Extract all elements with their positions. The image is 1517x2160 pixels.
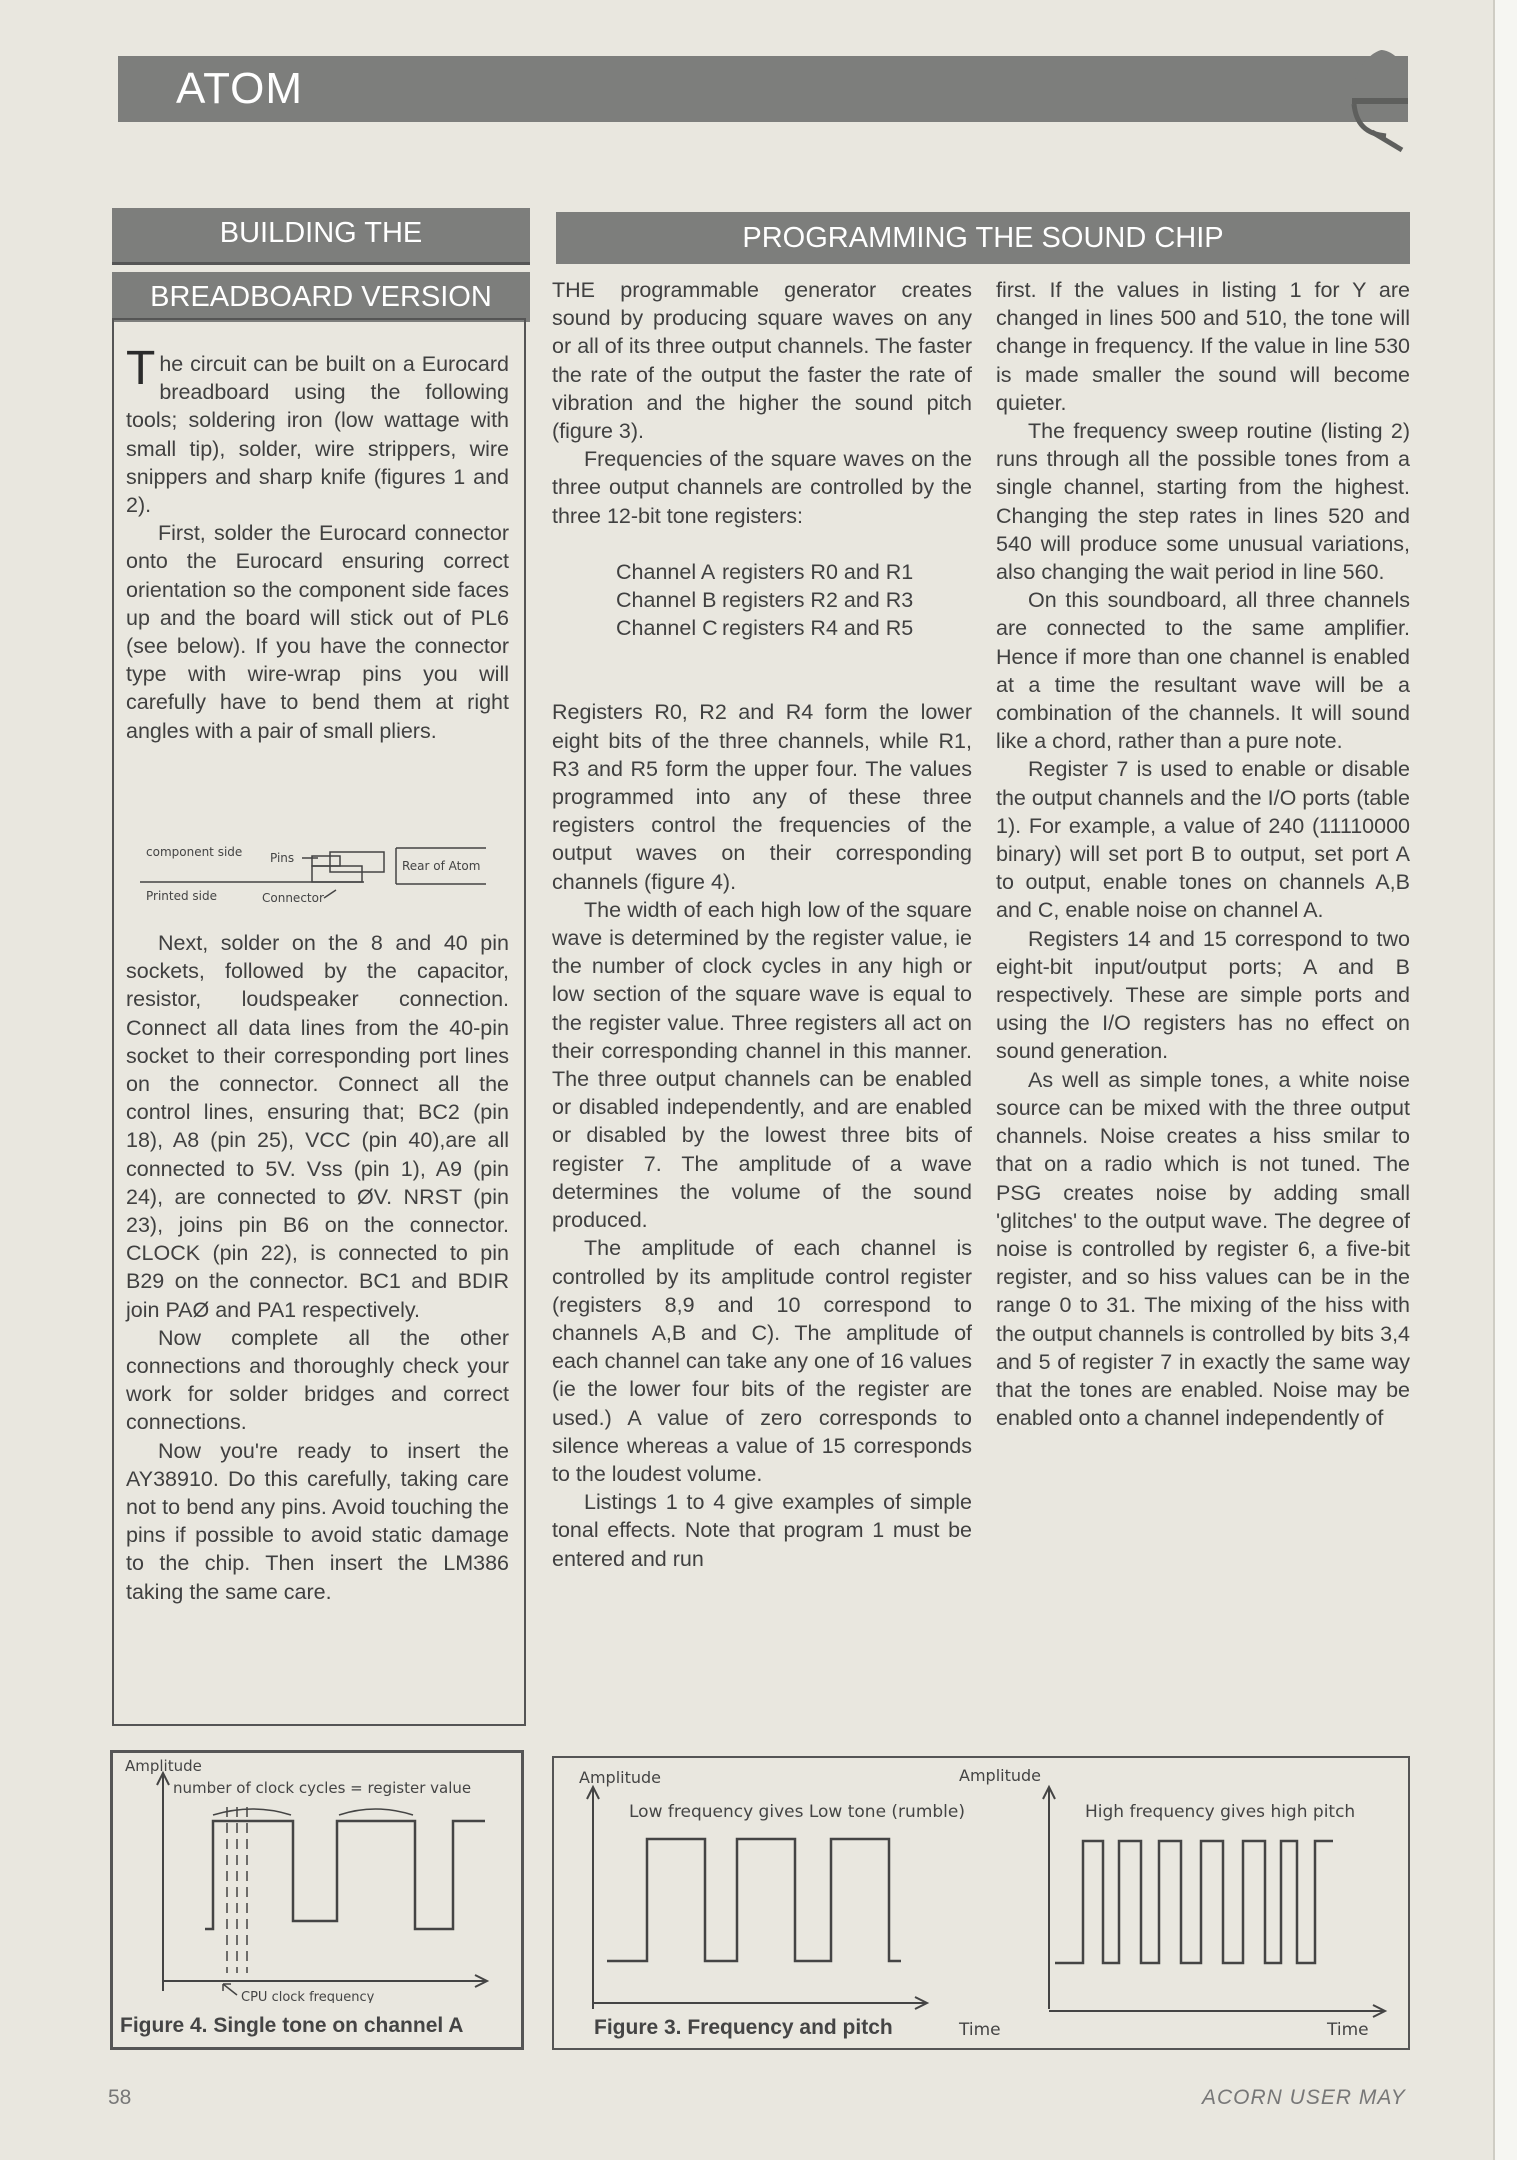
left-paragraph-4: Now complete all the other connections and thoroughly check your work for solder bridges and correct connections. (126, 1325, 509, 1435)
fig4-brace-label: number of clock cycles = register value (173, 1779, 472, 1797)
fig3-left-label: Low frequency gives Low tone (rumble) (629, 1802, 965, 1822)
figure-3-diagram (555, 1759, 1407, 2047)
sketch-component-side: component side (146, 845, 243, 859)
mid-paragraph-2: Frequencies of the square waves on the three output channels are controlled by the three 12-bit tone registers: (552, 447, 972, 528)
section-banner (118, 56, 1408, 122)
left-heading-rule (112, 262, 530, 265)
channel-name: Channel B (616, 588, 717, 613)
mid-paragraph-3: Registers R0, R2 and R4 form the lower eight bits of the three channels, while R1, R3 and R5 form the upper four. The values programmed into any of these three registers control the frequencies of the output waves on their corresponding channels (figure 4). (552, 700, 972, 894)
figure-4-diagram (113, 1753, 521, 2003)
mid-paragraph-1: THE programmable generator creates sound by producing square waves on any or all of its three output channels. The faster the rate of the output the faster the rate of vibration and the higher the sound pitch (figure 3). (552, 278, 972, 444)
connector-sketch (140, 838, 510, 924)
figure-3-caption: Figure 3. Frequency and pitch (594, 2016, 893, 2039)
main-heading-text: PROGRAMMING THE SOUND CHIP (742, 222, 1224, 254)
left-paragraph-1-text: he circuit can be built on a Eurocard breadboard using the following tools; soldering iron (low wattage with small tip), solder, wire strippers, wire snippers and sharp knife (figures 1 and 2). (126, 352, 509, 518)
channel-registers: registers R2 and R3 (722, 588, 914, 613)
right-column-text (996, 276, 1410, 1432)
fig3-right-amplitude: Amplitude (959, 1766, 1041, 1785)
sketch-printed-side: Printed side (146, 889, 218, 903)
left-heading-2 (112, 272, 530, 322)
fig3-right-label: High frequency gives high pitch (1085, 1802, 1356, 1822)
drop-cap: T (126, 342, 156, 395)
channel-name: Channel C (616, 616, 718, 641)
sketch-rear: Rear of Atom (402, 859, 481, 873)
right-paragraph-2: The frequency sweep routine (listing 2) runs through all the possible tones from a single channel, starting from the highest. Changing the step rates in lines 520 and 540 will produce some unusual variations, also changing the wait period in line 560. (996, 419, 1410, 585)
channel-list (552, 558, 972, 643)
left-paragraph-1 (126, 342, 509, 519)
right-paragraph-4: Register 7 is used to enable or disable the output channels and the I/O ports (table 1). For example, a value of 240 (11110000 binary) will set port B to output, set port A to output, enable tones on channels A,B and C, enable noise on channel A. (996, 757, 1410, 923)
sketch-connector: Connector (262, 891, 324, 905)
left-paragraph-5: Now you're ready to insert the AY38910. Do this carefully, taking care not to bend any pins. Avoid touching the pins if possible to avoid static damage to the chip. Then insert the LM386 taking the same care. (126, 1438, 509, 1604)
left-paragraph-3: Next, solder on the 8 and 40 pin sockets, followed by the capacitor, resistor, loudspeaker connection. Connect all data lines from the 40-pin socket to their corresponding port lines on the connector. Connect all the control lines, ensuring that; BC2 (pin 18), A8 (pin 25), VCC (pin 40),are all connected to 5V. Vss (pin 1), A9 (pin 24), are connected to ØV. NRST (pin 23), joins pin B6 on the connector. CLOCK (pin 22), is connected to pin B29 on the connector. BC1 and BDIR join PAØ and PA1 respectively. (126, 931, 509, 1322)
channel-row (552, 558, 972, 586)
channel-row (552, 614, 972, 642)
fig3-time-left: Time (959, 2020, 1001, 2040)
middle-column-text (552, 276, 972, 1573)
left-column-text-top (126, 342, 509, 745)
fig4-amplitude-label: Amplitude (125, 1757, 202, 1775)
page-edge (1493, 0, 1517, 2160)
fig3-left-amplitude: Amplitude (579, 1768, 661, 1787)
main-heading (556, 212, 1410, 264)
channel-row (552, 586, 972, 614)
left-heading-1-text: BUILDING THE (219, 217, 423, 249)
acorn-logo-icon (1346, 46, 1412, 156)
banner-title: ATOM (176, 64, 304, 113)
fig4-clock-label: CPU clock frequency (241, 1990, 375, 2003)
right-paragraph-3: On this soundboard, all three channels are connected to the same amplifier. Hence if more than one channel is enabled at a time the resultant wave will be a combination of the channels. It will sound like a chord, rather than a pure note. (996, 588, 1410, 754)
figure-4-caption: Figure 4. Single tone on channel A (120, 2014, 464, 2037)
left-heading-1 (112, 208, 530, 262)
channel-registers: registers R4 and R5 (722, 616, 914, 641)
mid-paragraph-4: The width of each high low of the square wave is determined by the register value, ie the number of clock cycles in any high or low section of the square wave is equal to the register value. Three registers all act on their corresponding channel in this manner. The three output channels can be enabled or disabled independently, and are enabled or disabled by the lowest three bits of register 7. The amplitude of a wave determines the volume of the sound produced. (552, 897, 972, 1233)
channel-registers: registers R0 and R1 (722, 559, 914, 584)
left-heading-2-text: BREADBOARD VERSION (150, 281, 492, 313)
mid-paragraph-5: The amplitude of each channel is controlled by its amplitude control register (registers 8,9 and 10 correspond to channels A,B and C). The amplitude of each channel can take any one of 16 values (ie the lower four bits of the register are used.) A value of zero corresponds to silence whereas a value of 15 corresponds to the loudest volume. (552, 1236, 972, 1486)
channel-name: Channel A (616, 559, 716, 584)
fig3-time-right: Time (1327, 2020, 1369, 2040)
right-paragraph-6: As well as simple tones, a white noise source can be mixed with the three output channels. Noise creates a hiss smilar to that on a radio which is not tuned. The PSG creates noise by adding small 'glitches' to the output wave. The degree of noise is controlled by register 6, a five-bit register, and so hiss values can be in the range 0 to 31. The mixing of the hiss with the output channels is controlled by bits 3,4 and 5 of register 7 in exactly the same way that the tones are enabled. Noise may be enabled onto a channel independently of (996, 1067, 1410, 1431)
right-paragraph-5: Registers 14 and 15 correspond to two eight-bit input/output ports; A and B respectively. These are simple ports and using the I/O registers has no effect on sound generation. (996, 926, 1410, 1064)
mid-paragraph-6: Listings 1 to 4 give examples of simple tonal effects. Note that program 1 must be entered and run (552, 1490, 972, 1571)
left-paragraph-2: First, solder the Eurocard connector onto the Eurocard ensuring correct orientation so the component side faces up and the board will stick out of PL6 (see below). If you have the connector type with wire-wrap pins you will carefully have to bend them at right angles with a pair of small pliers. (126, 521, 509, 743)
right-paragraph-1: first. If the values in listing 1 for Y are changed in lines 500 and 510, the tone will change in frequency. If the value in line 530 is made smaller the sound will become quieter. (996, 278, 1410, 415)
sketch-pins: Pins (270, 851, 295, 865)
magazine-footer: ACORN USER MAY (1202, 2086, 1406, 2109)
left-column-text-bottom (126, 929, 509, 1606)
page-number: 58 (108, 2086, 132, 2109)
